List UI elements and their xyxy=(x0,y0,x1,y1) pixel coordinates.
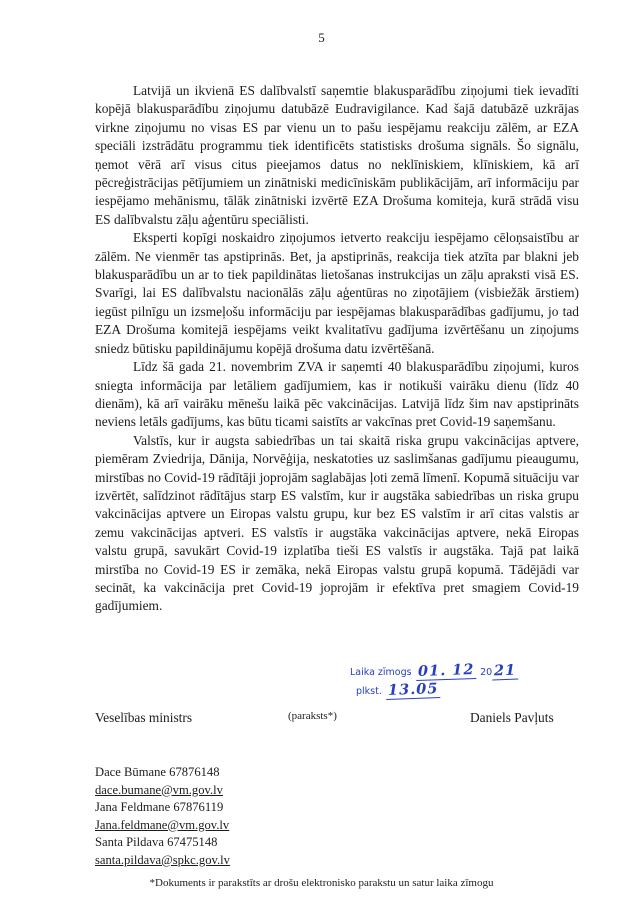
contact-email-link[interactable]: Jana.feldmane@vm.gov.lv xyxy=(95,817,230,832)
contact-phone: 67876119 xyxy=(173,800,224,815)
stamp-time-line xyxy=(350,681,518,699)
contacts-block xyxy=(95,764,230,870)
page-number: 5 xyxy=(318,30,325,45)
contact-name: Jana Feldmane xyxy=(95,800,171,815)
contact-row xyxy=(95,834,230,869)
contact-name: Santa Pildava xyxy=(95,835,164,850)
stamp-date-line xyxy=(350,662,518,680)
paragraph-2: Eksperti kopīgi noskaidro ziņojumos ietverto reakciju iespējamo cēloņsaistību ar zālēm. Ne vienmēr tas apstiprinās. Bet, ja apstiprinās, reakcija tiek atzīta par blakni jeb blakusparādību un ar to tiek papildinātas lietošanas instrukcijas un zāļu apraksti visā ES. Svarīgi, lai ES dalībvalstu nacionālās zāļu aģentūras no ziņotājiem (visbiežāk ārstiem) iegūst pilnīgu un izsmeļošu informāciju par iespējamas blakusparādības gadījumu, jo tad EZA Drošuma komitejā iespējams veikt kvalitatīvu gadījuma izvērtēšanu un ziņojums sniedz būtisku papildinājumu kopējā drošuma datu izvērtēšanā. xyxy=(95,230,579,356)
stamp-handwritten-date: 01. 12 xyxy=(415,661,476,681)
document-body xyxy=(95,82,579,616)
contact-name-phone xyxy=(95,799,230,817)
contact-phone: 67876148 xyxy=(169,765,220,779)
paragraph-3: Līdz šā gada 21. novembrim ZVA ir saņemti 40 blakusparādību ziņojumi, kuros sniegta informācija par letāliem gadījumiem, kas ir notikuši vairāku dienu (līdz 40 dienām), kā arī vairāku mēnešu laikā pēc vakcinācijas. Latvijā līdz šim nav apstiprināts neviens letāls gadījums, kas būtu ticami saistīts ar vakcīnas pret Covid-19 saņemšanu. xyxy=(95,359,579,430)
contact-phone: 67475148 xyxy=(167,835,218,850)
signer-title: Veselības ministrs xyxy=(95,710,193,725)
signature-placeholder: (paraksts*) xyxy=(288,710,337,722)
stamp-printed-century: 20 xyxy=(480,667,493,678)
signer-name: Daniels Pavļuts xyxy=(470,710,554,725)
paragraph-1: Latvijā un ikvienā ES dalībvalstī saņemtie blakusparādību ziņojumi tiek ievadīti kopējā blakusparādību ziņojumu datubāzē Eudravigilance. Kad šajā datubāzē uzkrājas virkne ziņojumu no visas ES par vienu un to pašu iespējamu reakciju zālēm, ar EZA speciāli izstrādātu programmu tiek identificēts statistisks drošuma signāls. Šo signālu, ņemot vērā arī visus citus pieejamos datus no neklīniskiem, klīniskiem, kā arī pēcreģistrācijas pētījumiem un zinātniski medicīniskām publikācijām, arī informāciju par iespējamo mehānismu, tālāk zinātniski izvērtē EZA Drošuma komiteja, kurā strādā visu ES dalībvalstu zāļu aģentūru speciālisti. xyxy=(95,83,579,227)
contact-name-phone xyxy=(95,764,230,782)
contact-email-link[interactable]: santa.pildava@spkc.gov.lv xyxy=(95,852,230,867)
contact-name-phone xyxy=(95,834,230,852)
stamp-handwritten-time: 13.05 xyxy=(386,680,441,700)
signature-row xyxy=(95,710,579,730)
stamp-handwritten-year: 21 xyxy=(492,662,519,681)
contact-email-link[interactable]: dace.bumane@vm.gov.lv xyxy=(95,782,223,797)
stamp-label: Laika zīmogs xyxy=(350,667,412,678)
paragraph-4: Valstīs, kur ir augsta sabiedrības un tai skaitā riska grupu vakcinācijas aptvere, piemēram Zviedrija, Dānija, Norvēģija, neskatoties uz saslimšanas gadījumu pieaugumu, mirstības no Covid-19 rādītāji joprojām saglabājas ļoti zemā līmenī. Kopumā situāciju var izvērtēt, salīdzinot rādītājus starp ES valstīm, kur ir augstāka sabiedrības un riska grupu vakcinācijas aptvere un Eiropas valstu grupu, kur bez ES valstīm ir arī citas valstis ar zemu vakcinācijas aptveri. ES valstīs ir augstāka vakcinācijas aptvere, nekā Eiropas valstu grupā, savukārt Covid-19 izplatība tieši ES valstīs ir augstāka. Tajā pat laikā mirstība no Covid-19 ES ir zemāka, nekā Eiropas valstu grupā kopumā. Tādējādi var secināt, ka vakcinācija pret Covid-19 joprojām ir efektīva pret smagiem Covid-19 gadījumiem. xyxy=(95,432,579,614)
contact-row xyxy=(95,764,230,799)
contact-name: Dace Būmane xyxy=(95,765,166,779)
footer-note: *Dokuments ir parakstīts ar drošu elektronisko parakstu un satur laika zīmogu xyxy=(149,877,494,889)
time-stamp xyxy=(350,662,518,699)
stamp-time-label: plkst. xyxy=(356,686,382,697)
contact-row xyxy=(95,799,230,834)
